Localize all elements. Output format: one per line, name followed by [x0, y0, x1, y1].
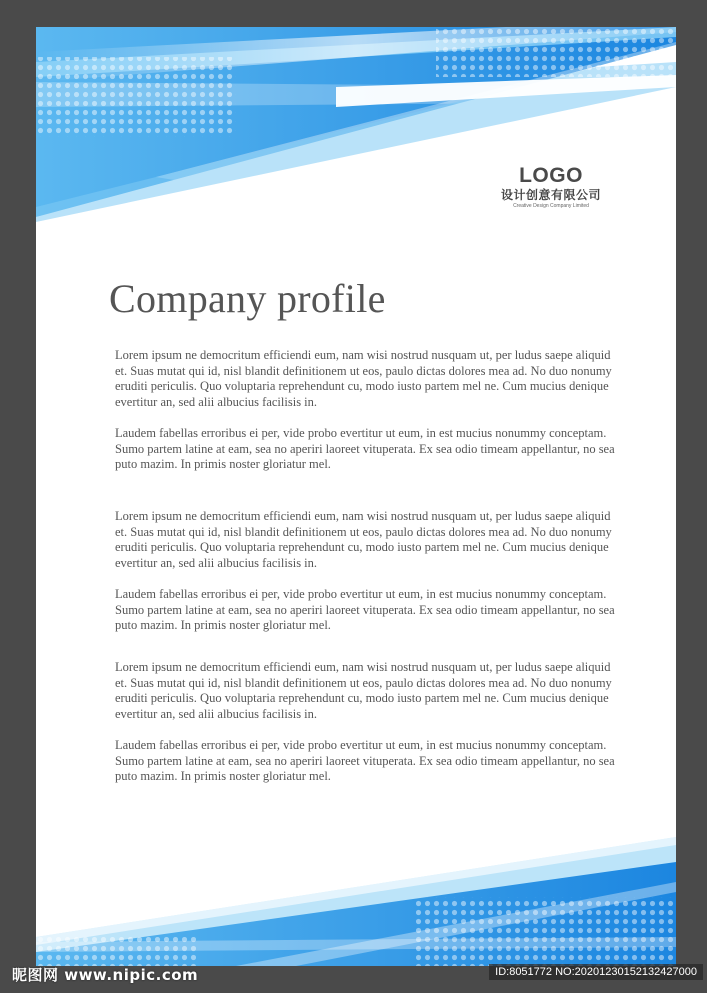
body-paragraph-5: Lorem ipsum ne democritum efficiendi eum, nam wisi nostrud nusquam ut, per ludus saepe aliquid et. Suas mutat qui id, nisl blandit definitionem ut eos, paulo dictas dolores mea ad. No duo nonumy eruditi periculis. Quo voluptaria reprehendunt cu, modo iusto partem mel ne. Cum mucius denique evertitur an, sed alii albucius facilisis in.: [115, 660, 612, 721]
image-id-watermark: ID:8051772 NO:20201230152132427000: [489, 964, 703, 980]
body-paragraph-2: Laudem fabellas erroribus ei per, vide probo evertitur ut eum, in est mucius nonummy conceptam. Sumo partem latine at eam, sea no aperiri laoreet vituperata. Ex sea odio timeam appellantur, no sea puto mazim. In primis noster gloriatur mel.: [115, 426, 615, 472]
company-logo: [481, 164, 621, 210]
nipic-watermark: 昵图网 www.nipic.com: [12, 966, 199, 984]
logo-text: LOGO: [519, 164, 583, 187]
body-paragraph-1: Lorem ipsum ne democritum efficiendi eum, nam wisi nostrud nusquam ut, per ludus saepe aliquid et. Suas mutat qui id, nisl blandit definitionem ut eos, paulo dictas dolores mea ad. No duo nonumy eruditi periculis. Quo voluptaria reprehendunt cu, modo iusto partem mel ne. Cum mucius denique evertitur an, sed alii albucius facilisis in.: [115, 348, 612, 409]
body-paragraph-3: Lorem ipsum ne democritum efficiendi eum, nam wisi nostrud nusquam ut, per ludus saepe aliquid et. Suas mutat qui id, nisl blandit definitionem ut eos, paulo dictas dolores mea ad. No duo nonumy eruditi periculis. Quo voluptaria reprehendunt cu, modo iusto partem mel ne. Cum mucius denique evertitur an, sed alii albucius facilisis in.: [115, 509, 612, 570]
bottom-blue-wave-decoration: [36, 827, 676, 966]
body-paragraph-4: Laudem fabellas erroribus ei per, vide probo evertitur ut eum, in est mucius nonummy conceptam. Sumo partem latine at eam, sea no aperiri laoreet vituperata. Ex sea odio timeam appellantur, no sea puto mazim. In primis noster gloriatur mel.: [115, 587, 615, 633]
logo-chinese-name: 设计创意有限公司: [500, 188, 601, 202]
letterhead-page: [36, 27, 676, 966]
body-paragraph-6: Laudem fabellas erroribus ei per, vide probo evertitur ut eum, in est mucius nonummy conceptam. Sumo partem latine at eam, sea no aperiri laoreet vituperata. Ex sea odio timeam appellantur, no sea puto mazim. In primis noster gloriatur mel.: [115, 738, 615, 784]
logo-subtitle: Creative Design Company Limited: [513, 203, 589, 209]
page-title: Company profile: [109, 276, 386, 321]
